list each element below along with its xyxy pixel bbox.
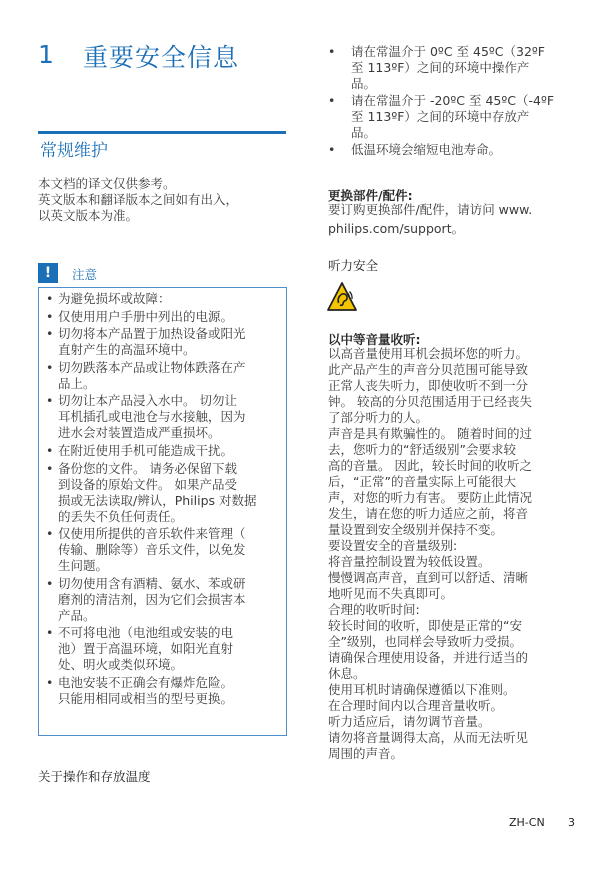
bullet-line: 电池安装不正确会有爆炸危险。	[58, 674, 234, 690]
hearing-line: 地听见而不失真即可。	[328, 586, 454, 601]
hearing-line: 在合理时间内以合理音量收听。	[328, 698, 504, 713]
bullet-dot: •	[46, 359, 54, 375]
bullet-dot: •	[46, 526, 54, 542]
hearing-line: 后，“正常”的音量实际上可能很大	[328, 474, 516, 489]
bullet-dot: •	[46, 442, 54, 458]
bullet-line: 在附近使用手机可能造成干扰。	[58, 442, 234, 458]
bullet-dot: •	[46, 575, 54, 591]
bullet-line: 备份您的文件。 请务必保留下载	[58, 460, 237, 476]
bullet-line: 请在常温介于 0ºC 至 45ºC（32ºF	[351, 44, 546, 59]
bullet-line: 请在常温介于 -20ºC 至 45ºC（-4ºF	[351, 93, 555, 108]
hearing-line: 请确保合理使用设备，并进行适当的	[328, 650, 529, 665]
bullet-line: 损或无法读取/辨认，Philips 对数据	[58, 492, 257, 508]
hearing-line: 要设置安全的音量级别:	[328, 538, 458, 553]
bullet-dot: •	[46, 460, 54, 476]
hearing-line: 将音量控制设置为较低设置。	[328, 554, 491, 569]
operation-temp-heading: 关于操作和存放温度	[38, 769, 151, 784]
hearing-line: 使用耳机时请确保遵循以下准则。	[328, 682, 516, 697]
bullet-line: 仅使用所提供的音乐软件来管理（	[58, 526, 246, 542]
hearing-safety-heading: 听力安全	[328, 258, 379, 273]
bullet-item	[44, 461, 282, 525]
bullet-dot: •	[328, 93, 336, 108]
hearing-line: 量设置到安全级别并保持不变。	[328, 522, 504, 537]
bullet-line: 品。	[351, 76, 377, 91]
bullet-item	[325, 93, 585, 141]
bullet-line: 仅使用用户手册中列出的电源。	[58, 308, 234, 324]
intro-paragraph	[38, 176, 288, 224]
bullet-line: 池）置于高温环境，如阳光直射	[58, 641, 234, 657]
bullet-item	[44, 675, 282, 707]
bullet-item	[325, 44, 585, 92]
section-rule	[38, 131, 286, 134]
hearing-line: 声音是具有欺骗性的。 随着时间的过	[328, 426, 532, 441]
bullet-line: 传输、删除等）音乐文件，以免发	[58, 542, 246, 558]
hearing-line: 正常人丧失听力，即使收听不到一分	[328, 378, 529, 393]
hearing-line: 请勿将音量调得太高，从而无法听见	[328, 730, 529, 745]
replacement-line: philips.com/support。	[328, 221, 465, 236]
bullet-item	[44, 326, 282, 358]
intro-line: 英文版本和翻译版本之间如有出入，	[38, 192, 239, 207]
temperature-list	[325, 44, 585, 159]
bullet-line: 品上。	[58, 375, 96, 391]
bullet-dot: •	[46, 393, 54, 409]
hearing-line: 较长时间的收听，即使是正常的“安	[328, 618, 522, 633]
hearing-line: 此产品产生的声音分贝范围可能导致	[328, 362, 529, 377]
bullet-line: 到设备的原始文件。 如果产品受	[58, 476, 237, 492]
intro-line: 以英文版本为准。	[38, 208, 139, 223]
bullet-item	[44, 360, 282, 392]
bullet-item	[44, 576, 282, 624]
bullet-line: 不可将电池（电池组或安装的电	[58, 625, 234, 641]
replacement-heading: 更换部件/配件:	[328, 188, 413, 203]
hearing-line: 休息。	[328, 666, 366, 681]
intro-line: 本文档的译文仅供参考。	[38, 176, 176, 191]
hearing-line: 高的音量。 因此，较长时间的收听之	[328, 458, 532, 473]
hearing-line: 钟。 较高的分贝范围适用于已经丧失	[328, 394, 532, 409]
notice-label: 注意	[72, 267, 98, 282]
hearing-line: 了部分听力的人。	[328, 410, 429, 425]
replacement-text	[328, 202, 584, 237]
bullet-line: 切勿让本产品浸入水中。 切勿让	[58, 393, 237, 409]
bullet-line: 切勿使用含有酒精、氨水、苯或研	[58, 575, 246, 591]
bullet-dot: •	[46, 674, 54, 690]
hearing-line: 以高音量使用耳机会损坏您的听力。	[328, 346, 529, 361]
bullet-line: 产品。	[58, 607, 96, 623]
bullet-dot: •	[328, 142, 336, 157]
hearing-line: 慢慢调高声音，直到可以舒适、清晰	[328, 570, 529, 585]
hearing-line: 听力适应后，请勿调节音量。	[328, 714, 491, 729]
bullet-item	[325, 142, 585, 158]
bullet-item	[44, 309, 282, 325]
moderate-volume-heading: 以中等音量收听:	[328, 332, 421, 347]
chapter-title: 重要安全信息	[83, 43, 240, 72]
bullet-dot: •	[46, 308, 54, 324]
bullet-line: 磨剂的清洁剂，因为它们会损害本	[58, 591, 246, 607]
bullet-line: 切勿将本产品置于加热设备或阳光	[58, 326, 246, 342]
notice-header	[38, 262, 288, 286]
notice-list	[44, 291, 282, 709]
bullet-item	[44, 291, 282, 307]
bullet-line: 至 113ºF）之间的环境中存放产	[351, 109, 530, 124]
bullet-line: 切勿跌落本产品或让物体跌落在产	[58, 359, 246, 375]
chapter-number: 1	[38, 40, 54, 69]
hearing-line: 合理的收听时间:	[328, 602, 420, 617]
warning-icon: !	[38, 263, 58, 283]
bullet-dot: •	[328, 44, 336, 59]
hearing-line: 发生，请在您的听力适应之前，将音	[328, 506, 529, 521]
bullet-item	[44, 625, 282, 673]
bullet-line: 低温环境会缩短电池寿命。	[351, 142, 502, 157]
hearing-warning-icon	[327, 282, 357, 312]
bullet-line: 生问题。	[58, 558, 109, 574]
bullet-line: 品。	[351, 125, 377, 140]
page-number: 3	[568, 816, 575, 829]
bullet-item	[44, 526, 282, 574]
bullet-line: 进水会对装置造成严重损坏。	[58, 425, 221, 441]
hearing-line: 去，您听力的“舒适级别”会要求较	[328, 442, 516, 457]
bullet-dot: •	[46, 625, 54, 641]
bullet-item	[44, 443, 282, 459]
bullet-line: 为避免损坏或故障：	[58, 291, 171, 306]
bullet-line: 处、明火或类似环境。	[58, 657, 184, 673]
bullet-line: 只能用相同或相当的型号更换。	[58, 690, 234, 706]
bullet-line: 直射产生的高温环境中。	[58, 342, 196, 358]
bullet-item	[44, 393, 282, 441]
hearing-line: 声，对您的听力有害。 要防止此情况	[328, 490, 532, 505]
bullet-line: 耳机插孔或电池仓与水接触，因为	[58, 409, 246, 425]
bullet-dot: •	[46, 326, 54, 342]
hearing-text	[328, 346, 584, 762]
bullet-dot: •	[46, 291, 54, 306]
section-title: 常规维护	[40, 141, 108, 161]
footer-language: ZH-CN	[509, 816, 545, 829]
replacement-line: 要订购更换部件/配件，请访问 www.	[328, 202, 533, 217]
hearing-line: 全”级别，也同样会导致听力受损。	[328, 634, 522, 649]
bullet-line: 的丢失不负任何责任。	[58, 508, 184, 524]
bullet-line: 至 113ºF）之间的环境中操作产	[351, 60, 530, 75]
hearing-line: 周围的声音。	[328, 746, 404, 761]
